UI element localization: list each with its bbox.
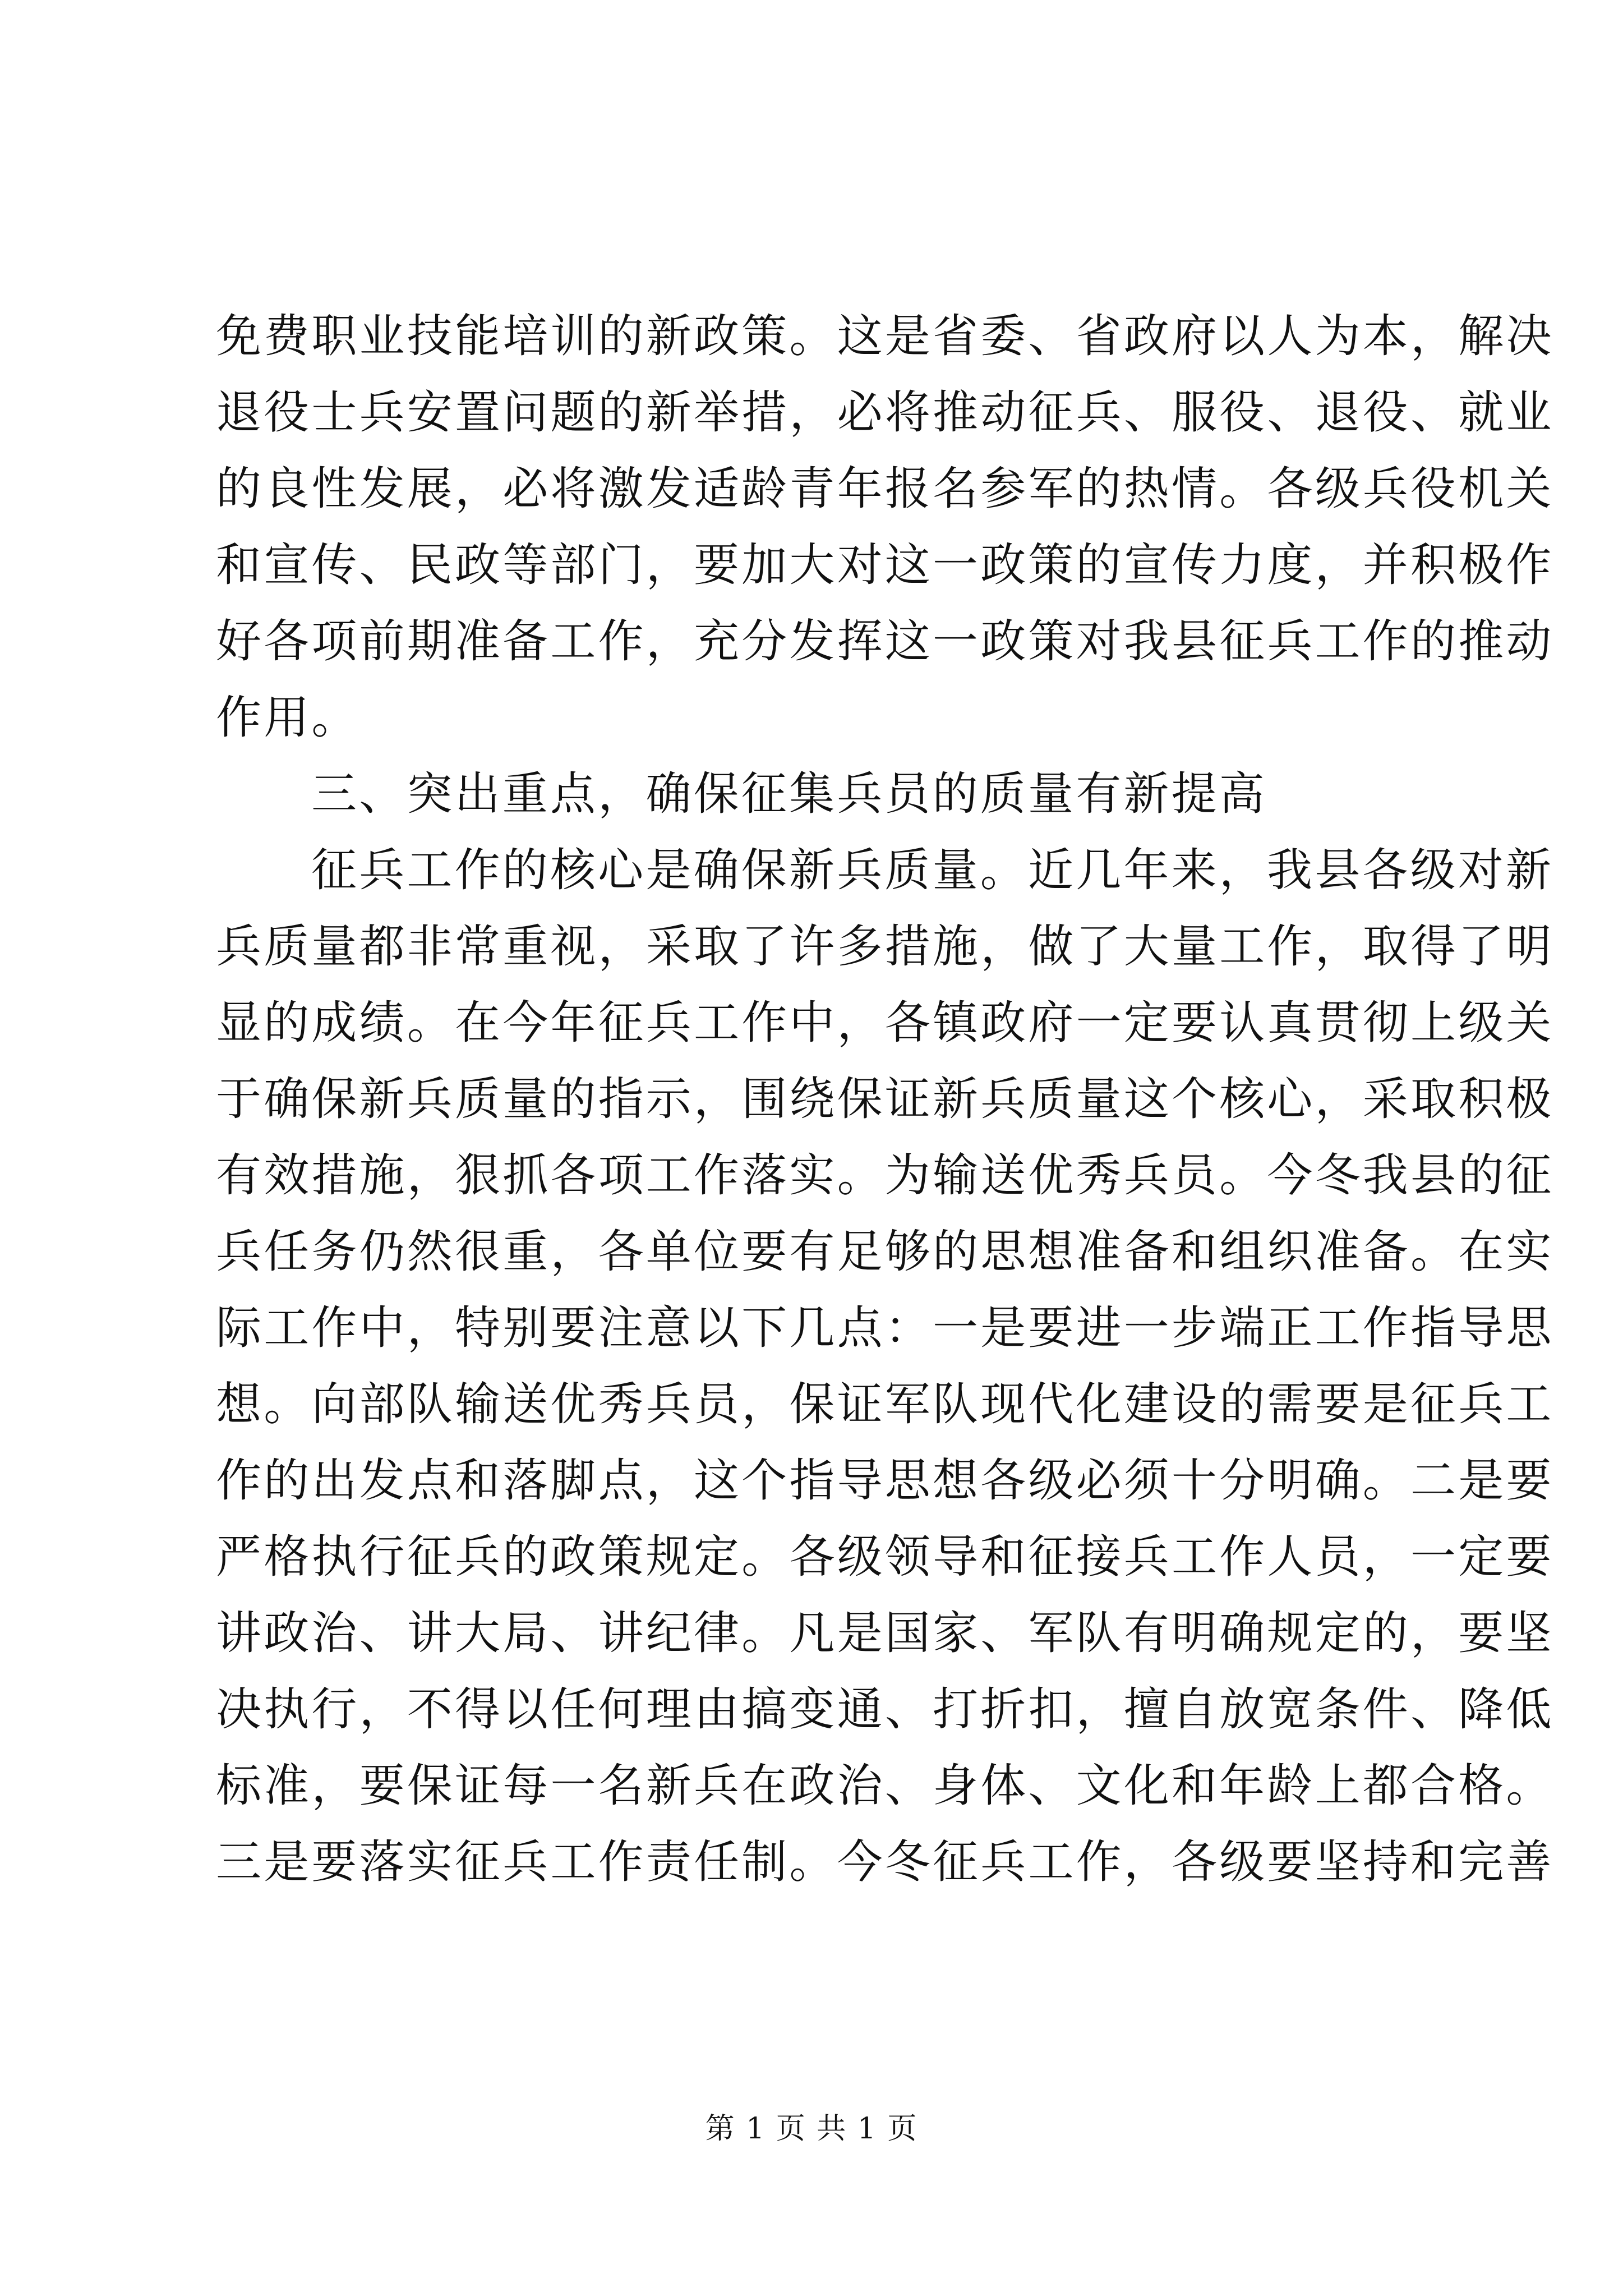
body-line: 作用。 <box>216 692 359 744</box>
body-line: 际工作中，特别要注意以下几点：一是要进一步端正工作指导思 <box>216 1302 1554 1355</box>
body-line: 兵任务仍然很重，各单位要有足够的思想准备和组织准备。在实 <box>216 1226 1554 1278</box>
body-line: 三是要落实征兵工作责任制。今冬征兵工作，各级要坚持和完善 <box>216 1836 1554 1889</box>
body-line: 有效措施，狠抓各项工作落实。为输送优秀兵员。今冬我县的征 <box>216 1149 1554 1202</box>
body-line: 于确保新兵质量的指示，围绕保证新兵质量这个核心，采取积极 <box>216 1073 1554 1126</box>
body-line: 标准，要保证每一名新兵在政治、身体、文化和年龄上都合格。 <box>216 1760 1554 1812</box>
page-number-footer: 第 1 页 共 1 页 <box>705 2112 918 2146</box>
body-line: 的良性发展，必将激发适龄青年报名参军的热情。各级兵役机关 <box>216 463 1554 516</box>
body-line: 退役士兵安置问题的新举措，必将推动征兵、服役、退役、就业 <box>216 386 1554 439</box>
body-line: 兵质量都非常重视，采取了许多措施，做了大量工作，取得了明 <box>216 921 1554 973</box>
body-line: 作的出发点和落脚点，这个指导思想各级必须十分明确。二是要 <box>216 1455 1554 1507</box>
body-line: 决执行，不得以任何理由搞变通、打折扣，擅自放宽条件、降低 <box>216 1683 1554 1736</box>
section-heading: 三、突出重点，确保征集兵员的质量有新提高 <box>311 768 1267 821</box>
body-line: 想。向部队输送优秀兵员，保证军队现代化建设的需要是征兵工 <box>216 1378 1554 1431</box>
paragraph-first-line: 征兵工作的核心是确保新兵质量。近几年来，我县各级对新 <box>311 844 1554 897</box>
body-line: 和宣传、民政等部门，要加大对这一政策的宣传力度，并积极作 <box>216 539 1554 592</box>
body-line: 讲政治、讲大局、讲纪律。凡是国家、军队有明确规定的，要坚 <box>216 1607 1554 1660</box>
body-line: 显的成绩。在今年征兵工作中，各镇政府一定要认真贯彻上级关 <box>216 997 1554 1050</box>
body-line: 好各项前期准备工作，充分发挥这一政策对我县征兵工作的推动 <box>216 615 1554 668</box>
body-line: 免费职业技能培训的新政策。这是省委、省政府以人为本，解决 <box>216 310 1554 363</box>
body-line: 严格执行征兵的政策规定。各级领导和征接兵工作人员，一定要 <box>216 1531 1554 1584</box>
